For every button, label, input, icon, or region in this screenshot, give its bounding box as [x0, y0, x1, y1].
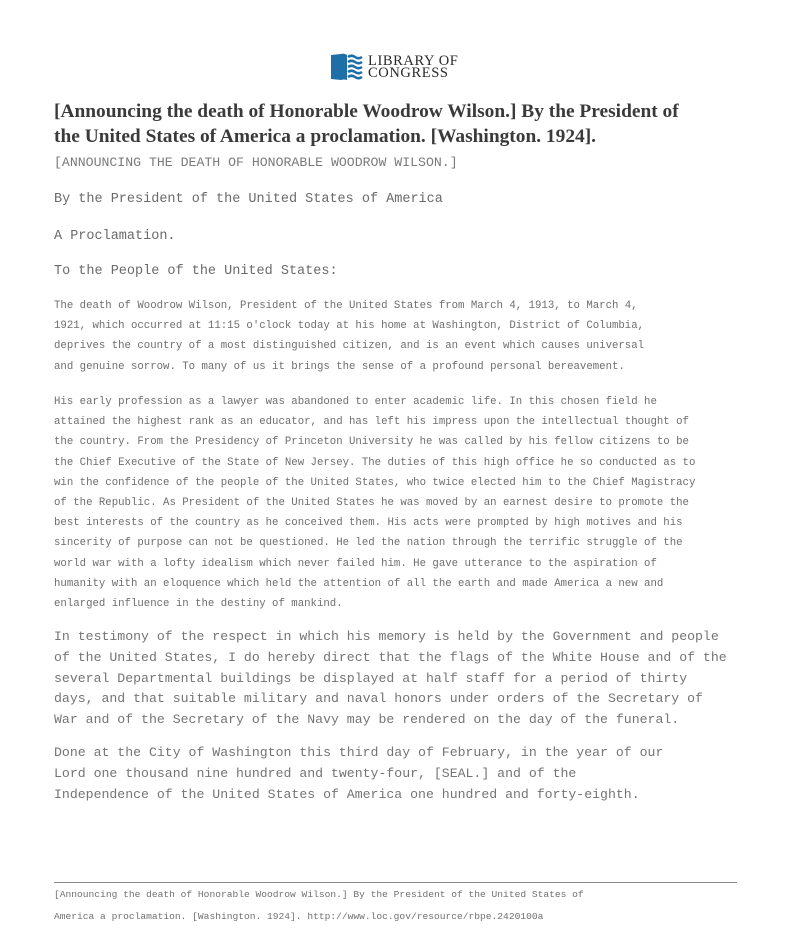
text-line: the Chief Executive of the State of New Jersey. The duties of this high office he so conducted as to	[54, 456, 696, 469]
text-line: of the United States, I do hereby direct that the flags of the White House and of the	[54, 649, 727, 665]
logo-line-2: CONGRESS	[368, 65, 449, 81]
text-line: His early profession as a lawyer was abandoned to enter academic life. In this chosen field he	[54, 396, 657, 408]
text-line: best interests of the country as he conceived them. His acts were prompted by high motives and his	[54, 517, 683, 530]
document-title	[54, 99, 694, 149]
text-line: humanity with an eloquence which held the attention of all the earth and made America a new and	[54, 577, 664, 590]
text-line: sincerity of purpose can not be questioned. He led the nation through the terrific struggle of the	[54, 537, 683, 550]
document-subtitle: [ANNOUNCING THE DEATH OF HONORABLE WOODROW WILSON.]	[54, 155, 458, 170]
text-line: win the confidence of the people of the United States, who twice elected him to the Chief Magistracy	[54, 476, 696, 489]
library-of-congress-logo	[331, 53, 458, 81]
text-line: Lord one thousand nine hundred and twenty-four, [SEAL.] and of the	[54, 765, 577, 781]
text-line: of the Republic. As President of the United States he was moved by an earnest desire to promote the	[54, 497, 689, 510]
proclamation-heading: A Proclamation.	[54, 229, 176, 244]
footer-divider	[54, 882, 737, 883]
text-line: Done at the City of Washington this third day of February, in the year of our	[54, 745, 664, 760]
title-line: the United States of America a proclamation. [Washington. 1924].	[54, 126, 597, 147]
paragraph-3	[54, 627, 754, 731]
text-line: In testimony of the respect in which his memory is held by the Government and people	[54, 629, 719, 644]
text-line: The death of Woodrow Wilson, President of the United States from March 4, 1913, to March 4,	[54, 300, 638, 312]
logo-line-1: LIBRARY OF	[368, 52, 459, 69]
paragraph-2	[54, 392, 744, 614]
text-line: enlarged influence in the destiny of mankind.	[54, 598, 343, 611]
citation-line: [Announcing the death of Honorable Woodrow Wilson.] By the President of the United States of	[54, 889, 584, 900]
library-of-congress-book-icon	[331, 53, 363, 81]
footer-citation	[54, 884, 754, 927]
title-line: [Announcing the death of Honorable Woodrow Wilson.] By the President of	[54, 101, 679, 122]
paragraph-4	[54, 743, 754, 805]
text-line: Independence of the United States of America one hundred and forty-eighth.	[54, 786, 640, 802]
citation-line: America a proclamation. [Washington. 1924]. http://www.loc.gov/resource/rbpe.2420100a	[54, 910, 544, 922]
text-line: days, and that suitable military and naval honors under orders of the Secretary of	[54, 691, 703, 707]
text-line: attained the highest rank as an educator, and has left his impress upon the intellectual thought of	[54, 416, 689, 429]
text-line: 1921, which occurred at 11:15 o'clock today at his home at Washington, District of Columbia,	[54, 320, 645, 333]
salutation: To the People of the United States:	[54, 264, 338, 279]
text-line: world war with a lofty idealism which never failed him. He gave utterance to the aspiration of	[54, 557, 657, 570]
paragraph-1	[54, 296, 744, 377]
text-line: War and of the Secretary of the Navy may be rendered on the day of the funeral.	[54, 712, 680, 728]
text-line: and genuine sorrow. To many of us it brings the sense of a profound personal bereavement.	[54, 360, 625, 373]
text-line: several Departmental buildings be displayed at half staff for a period of thirty	[54, 670, 688, 686]
text-line: the country. From the Presidency of Princeton University he was called by his fellow citizens to be	[54, 436, 689, 449]
text-line: deprives the country of a most distinguished citizen, and is an event which causes universal	[54, 340, 645, 353]
byline: By the President of the United States of America	[54, 192, 443, 207]
logo-wordmark	[368, 52, 459, 81]
